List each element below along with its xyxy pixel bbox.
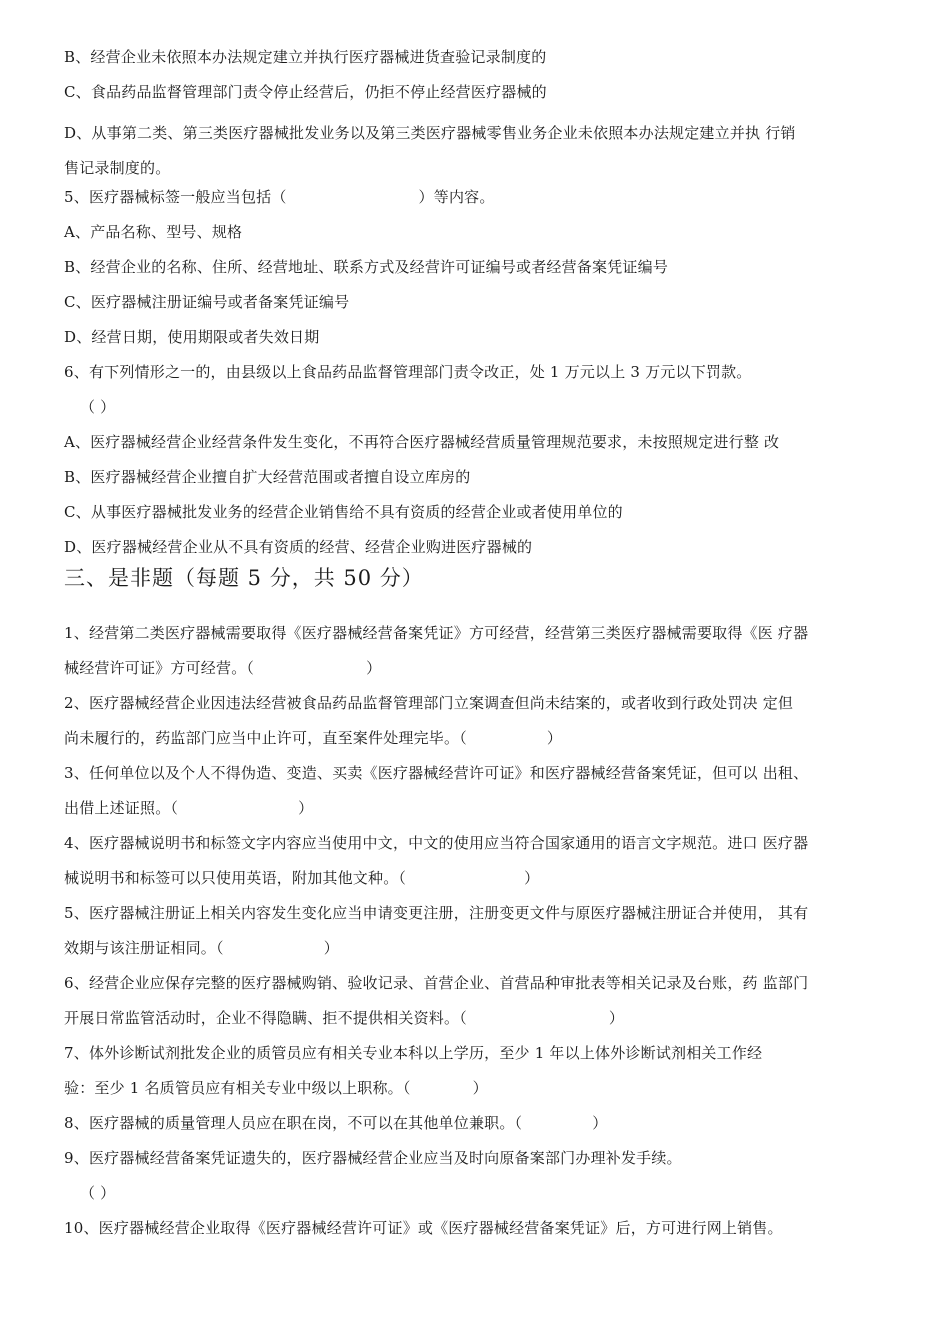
tf-item-9-paren: （ ） [80, 1184, 116, 1202]
tf-item-8: 8、医疗器械的质量管理人员应在职在岗，不可以在其他单位兼职。（ ） [64, 1114, 608, 1132]
q4-option-c: C、食品药品监督管理部门责令停止经营后，仍拒不停止经营医疗器械的 [64, 83, 547, 101]
q6-option-a: A、医疗器械经营企业经营条件发生变化，不再符合医疗器械经营质量管理规范要求，未按照规定进行整 改 [64, 433, 780, 451]
tf-item-3: 3、任何单位以及个人不得伪造、变造、买卖《医疗器械经营许可证》和医疗器械经营备案凭证，但可以 出租、 出借上述证照。（ ） [64, 764, 809, 817]
document-page [64, 46, 890, 1246]
tf-item-7: 7、体外诊断试剂批发企业的质管员应有相关专业本科以上学历，至少 1 年以上体外诊断试剂相关工作经 验：至少 1 名质管员应有相关专业中级以上职称。（ ） [64, 1044, 763, 1097]
q6-option-d: D、医疗器械经营企业从不具有资质的经营、经营企业购进医疗器械的 [64, 538, 533, 556]
tf-item-1: 1、经营第二类医疗器械需要取得《医疗器械经营备案凭证》方可经营，经营第三类医疗器械需要取得《医 疗器 械经营许可证》方可经营。（ ） [64, 624, 809, 677]
q6-answer-paren: （ ） [80, 398, 116, 416]
tf-item-5: 5、医疗器械注册证上相关内容发生变化应当申请变更注册，注册变更文件与原医疗器械注册证合并使用， 其有 效期与该注册证相同。（ ） [64, 904, 809, 957]
q5-option-c: C、医疗器械注册证编号或者备案凭证编号 [64, 293, 350, 311]
q4-option-d-line2: 售记录制度的。 [64, 159, 171, 177]
q5-option-d: D、经营日期，使用期限或者失效日期 [64, 328, 320, 346]
tf-item-10: 10、医疗器械经营企业取得《医疗器械经营许可证》或《医疗器械经营备案凭证》后，方可进行网上销售。 [64, 1219, 783, 1237]
q4-option-d [64, 116, 890, 186]
q4-option-b: B、经营企业未依照本办法规定建立并执行医疗器械进货查验记录制度的 [64, 48, 547, 66]
q5-option-a: A、产品名称、型号、规格 [64, 223, 243, 241]
tf-item-6: 6、经营企业应保存完整的医疗器械购销、验收记录、首营企业、首营品种审批表等相关记录及台账，药 监部门 开展日常监管活动时，企业不得隐瞒、拒不提供相关资料。（ ） [64, 974, 809, 1027]
tf-item-2: 2、医疗器械经营企业因违法经营被食品药品监督管理部门立案调查但尚未结案的，或者收到行政处罚决 定但 尚未履行的，药监部门应当中止许可，直至案件处理完毕。（ ） [64, 694, 794, 747]
q6-stem: 6、有下列情形之一的，由县级以上食品药品监督管理部门责令改正，处 1 万元以上 3 万元以下罚款。 [64, 363, 752, 381]
q5-stem: 5、医疗器械标签一般应当包括（ ）等内容。 [64, 188, 495, 206]
tf-item-9: 9、医疗器械经营备案凭证遗失的，医疗器械经营企业应当及时向原备案部门办理补发手续。 （ ） [64, 1141, 890, 1211]
tf-item-4: 4、医疗器械说明书和标签文字内容应当使用中文，中文的使用应当符合国家通用的语言文字规范。进口 医疗器 械说明书和标签可以只使用英语，附加其他文种。（ ） [64, 834, 809, 887]
q4-option-d-line1: D、从事第二类、第三类医疗器械批发业务以及第三类医疗器械零售业务企业未依照本办法规定建立并执 行销 [64, 124, 796, 142]
section-title: 三、是非题（每题 5 分，共 50 分） [64, 566, 424, 590]
q6-option-b: B、医疗器械经营企业擅自扩大经营范围或者擅自设立库房的 [64, 468, 471, 486]
q6-option-c: C、从事医疗器械批发业务的经营企业销售给不具有资质的经营企业或者使用单位的 [64, 503, 623, 521]
q5-option-b: B、经营企业的名称、住所、经营地址、联系方式及经营许可证编号或者经营备案凭证编号 [64, 258, 669, 276]
